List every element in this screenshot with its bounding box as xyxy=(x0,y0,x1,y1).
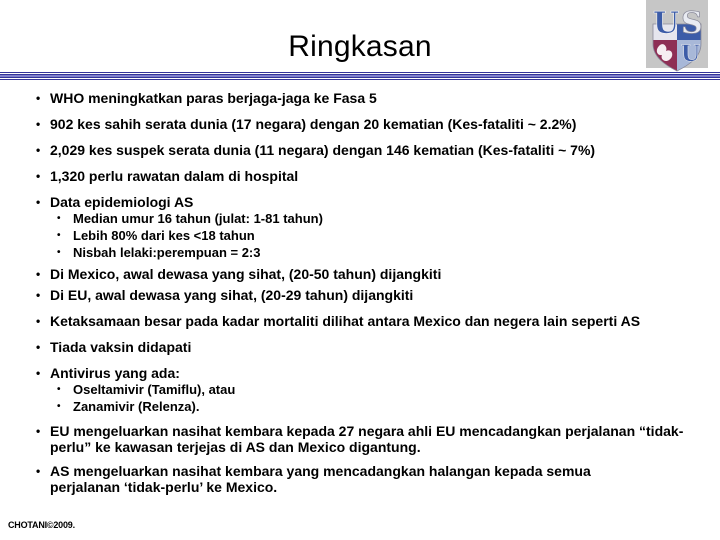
bullet-item xyxy=(36,423,704,455)
bullet-item xyxy=(57,399,704,415)
logo-letter-u-shield: U xyxy=(681,41,701,67)
bullet-item xyxy=(36,287,704,303)
bullet-dot: • xyxy=(57,247,61,258)
bullet-dot: • xyxy=(36,117,41,131)
bullet-text: Ketaksamaan besar pada kadar mortaliti dilihat antara Mexico dan negera lain seperti AS xyxy=(50,313,641,329)
bullet-item xyxy=(36,90,704,106)
bullet-dot: • xyxy=(36,314,41,328)
bullet-text: AS mengeluarkan nasihat kembara yang mencadangkan halangan kepada semua perjalanan ‘tidak-perlu’ ke Mexico. xyxy=(50,463,591,495)
bullet-dot: • xyxy=(36,424,41,438)
bullet-text: Tiada vaksin didapati xyxy=(50,339,192,355)
bullet-dot: • xyxy=(36,143,41,157)
bullet-dot: • xyxy=(36,169,41,183)
bullet-item xyxy=(36,116,704,132)
bullet-list xyxy=(36,90,704,495)
logo-letter-s: S xyxy=(681,6,703,41)
bullet-dot: • xyxy=(36,195,41,209)
bullet-text: Di Mexico, awal dewasa yang sihat, (20-50 tahun) dijangkiti xyxy=(50,266,442,282)
bullet-dot: • xyxy=(36,91,41,105)
bullet-item xyxy=(57,245,704,261)
bullet-text: 2,029 kes suspek serata dunia (11 negara) dengan 146 kematian (Kes-fataliti ~ 7%) xyxy=(50,142,596,158)
bullet-dot: • xyxy=(57,213,61,224)
bullet-dot: • xyxy=(57,401,61,412)
bullet-text: Data epidemiologi AS xyxy=(50,194,194,210)
bullet-text: Zanamivir (Relenza). xyxy=(73,399,200,414)
bullet-dot: • xyxy=(36,267,41,281)
bullet-item xyxy=(36,142,704,158)
page-title: Ringkasan xyxy=(288,30,432,63)
bullet-dot: • xyxy=(36,464,41,478)
bullet-item xyxy=(36,463,704,495)
bullet-item xyxy=(57,382,704,398)
bullet-item xyxy=(36,365,704,381)
bullet-dot: • xyxy=(57,384,61,395)
bullet-dot: • xyxy=(36,366,41,380)
bullet-item xyxy=(36,194,704,210)
bullet-text: EU mengeluarkan nasihat kembara kepada 27 negara ahli EU mencadangkan perjalanan “tidak-perlu” ke kawasan terjejas di AS dan Mexico digantung. xyxy=(50,423,684,455)
bullet-item xyxy=(57,228,704,244)
bullet-text: 902 kes sahih serata dunia (17 negara) dengan 20 kematian (Kes-fataliti ~ 2.2%) xyxy=(50,116,577,132)
usu-shield-logo xyxy=(646,0,708,72)
bullet-text: Nisbah lelaki:perempuan = 2:3 xyxy=(73,245,261,260)
bullet-item xyxy=(36,313,704,329)
title-divider xyxy=(0,72,720,80)
bullet-item xyxy=(36,339,704,355)
bullet-text: WHO meningkatkan paras berjaga-jaga ke Fasa 5 xyxy=(50,90,377,106)
bullet-item xyxy=(57,211,704,227)
bullet-dot: • xyxy=(36,340,41,354)
bullet-text: Oseltamivir (Tamiflu), atau xyxy=(73,382,236,397)
bullet-text: Di EU, awal dewasa yang sihat, (20-29 tahun) dijangkiti xyxy=(50,287,414,303)
bullet-text: Lebih 80% dari kes <18 tahun xyxy=(73,228,255,243)
logo-letter-u: U xyxy=(653,6,680,41)
bullet-dot: • xyxy=(36,288,41,302)
bullet-text: Median umur 16 tahun (julat: 1-81 tahun) xyxy=(73,211,323,226)
copyright-text: CHOTANI©2009. xyxy=(8,520,75,530)
bullet-text: 1,320 perlu rawatan dalam di hospital xyxy=(50,168,299,184)
bullet-dot: • xyxy=(57,230,61,241)
bullet-item xyxy=(36,266,704,282)
bullet-text: Antivirus yang ada: xyxy=(50,365,180,381)
bullet-item xyxy=(36,168,704,184)
